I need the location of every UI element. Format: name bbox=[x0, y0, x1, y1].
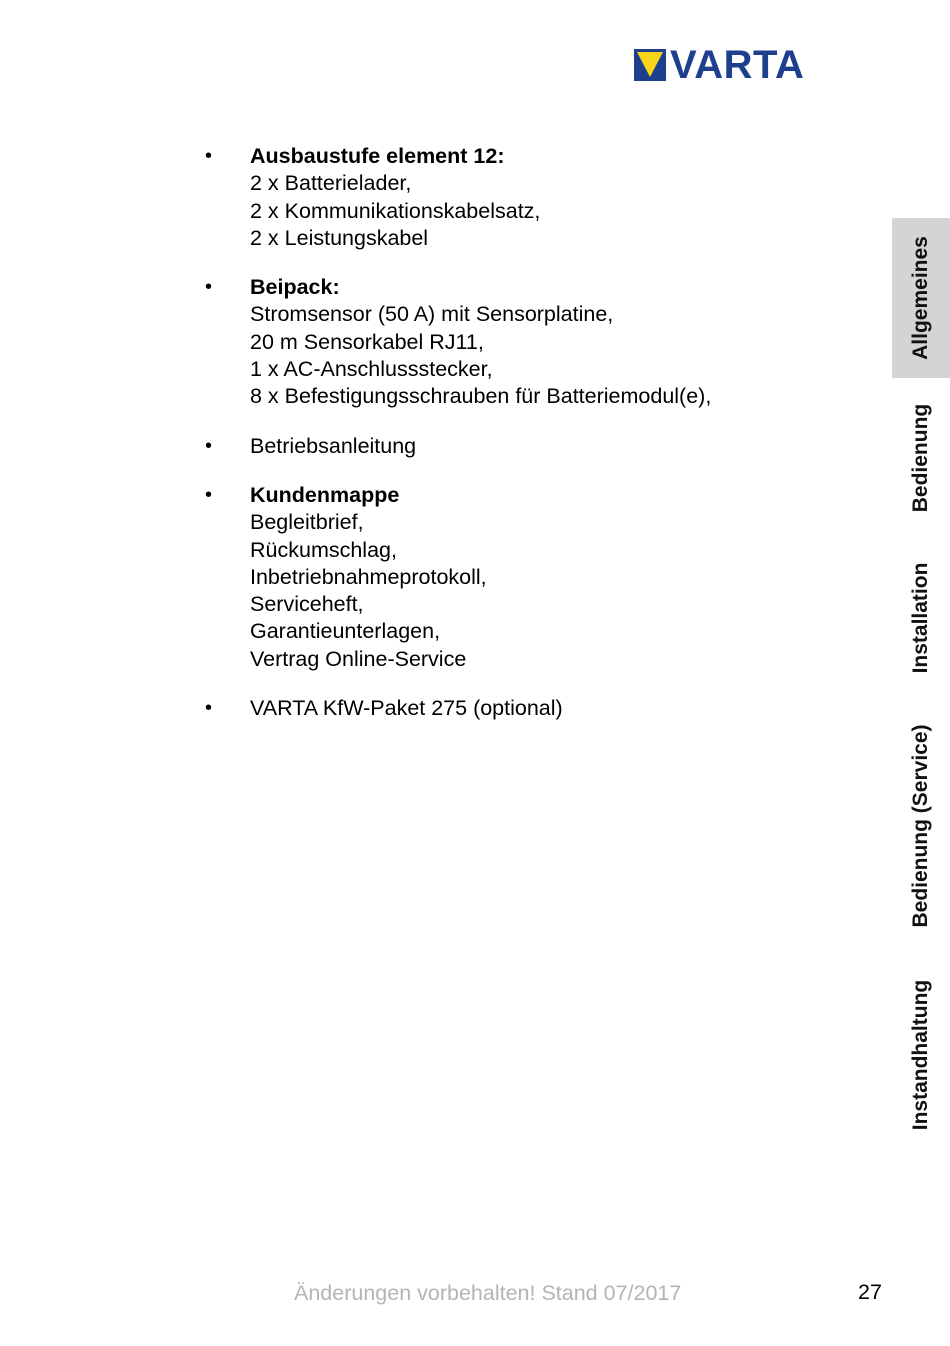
tab-label: Installation bbox=[909, 562, 932, 674]
item-heading: Beipack: bbox=[250, 275, 340, 300]
tab-instandhaltung[interactable] bbox=[892, 965, 950, 1145]
item-line: 2 x Leistungskabel bbox=[250, 225, 429, 250]
list-item bbox=[205, 433, 845, 460]
chapter-tabs bbox=[892, 0, 950, 1346]
varta-logo bbox=[634, 43, 805, 87]
item-line: Betriebsanleitung bbox=[250, 433, 417, 458]
bullet-icon: • bbox=[205, 276, 213, 299]
list-item bbox=[205, 482, 845, 673]
item-line: 20 m Sensorkabel RJ11, bbox=[250, 329, 484, 354]
bullet-icon: • bbox=[205, 434, 213, 457]
footer-note: Änderungen vorbehalten! Stand 07/2017 bbox=[294, 1281, 682, 1305]
item-line: Vertrag Online-Service bbox=[250, 646, 467, 671]
contents-list bbox=[205, 143, 845, 744]
bullet-icon: • bbox=[205, 145, 213, 167]
tab-bedienung-service[interactable] bbox=[892, 706, 950, 946]
item-line: VARTA KfW-Paket 275 (optional) bbox=[250, 696, 563, 721]
tab-bedienung[interactable] bbox=[892, 390, 950, 526]
item-line: 2 x Kommunikationskabelsatz, bbox=[250, 198, 541, 223]
item-line: Begleitbrief, bbox=[250, 510, 364, 535]
tab-allgemeines[interactable] bbox=[892, 218, 950, 378]
item-heading: Kundenmappe bbox=[250, 482, 400, 507]
tab-label: Bedienung bbox=[909, 403, 932, 513]
tab-label: Allgemeines bbox=[909, 236, 932, 360]
item-line: Rückumschlag, bbox=[250, 537, 397, 562]
item-heading: Ausbaustufe element 12: bbox=[250, 144, 505, 168]
bullet-icon: • bbox=[205, 483, 213, 506]
item-line: 2 x Batterielader, bbox=[250, 171, 412, 196]
logo-wordmark: VARTA bbox=[670, 43, 805, 87]
item-line: Serviceheft, bbox=[250, 592, 364, 617]
item-line: Garantieunterlagen, bbox=[250, 619, 441, 644]
page-number: 27 bbox=[858, 1280, 882, 1304]
item-line: 8 x Befestigungsschrauben für Batteriemodul(e), bbox=[250, 384, 712, 409]
list-item bbox=[205, 695, 845, 722]
tab-label: Instandhaltung bbox=[909, 979, 932, 1131]
item-line: Stromsensor (50 A) mit Sensorplatine, bbox=[250, 302, 614, 327]
bullet-icon: • bbox=[205, 697, 213, 720]
list-item bbox=[205, 143, 845, 252]
list-item bbox=[205, 274, 845, 410]
tab-label: Bedienung (Service) bbox=[909, 724, 932, 928]
item-line: 1 x AC-Anschlussstecker, bbox=[250, 357, 493, 382]
tab-installation[interactable] bbox=[892, 548, 950, 688]
varta-logo-mark-icon bbox=[634, 49, 666, 81]
item-line: Inbetriebnahmeprotokoll, bbox=[250, 564, 487, 589]
